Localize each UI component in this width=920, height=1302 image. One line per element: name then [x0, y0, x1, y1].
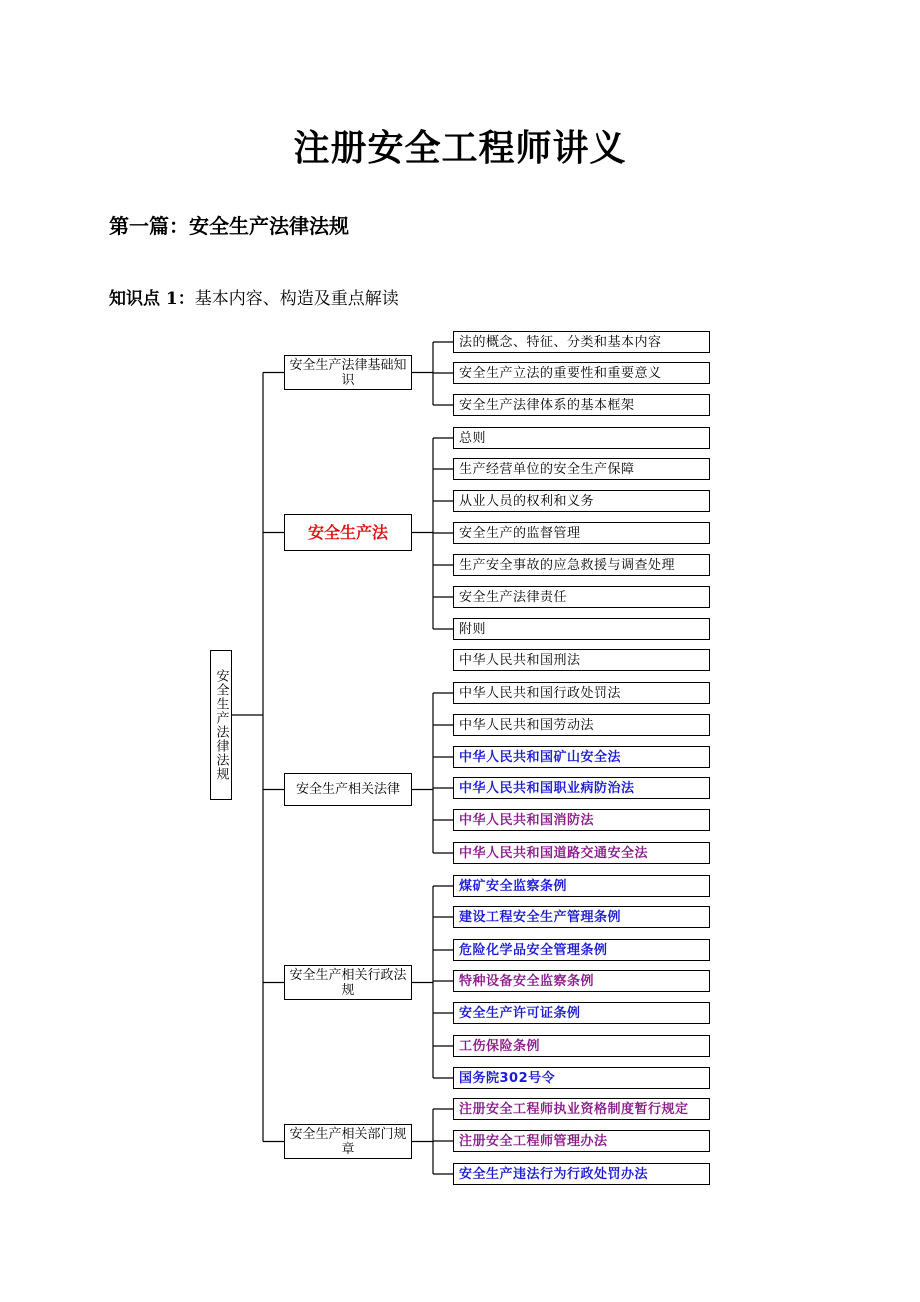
leaf-node: 安全生产法律责任 — [453, 586, 710, 608]
leaf-node: 安全生产许可证条例 — [453, 1002, 710, 1024]
leaf-node: 生产经营单位的安全生产保障 — [453, 458, 710, 480]
leaf-node: 中华人民共和国行政处罚法 — [453, 682, 710, 704]
leaf-node: 中华人民共和国消防法 — [453, 809, 710, 831]
leaf-node: 特种设备安全监察条例 — [453, 970, 710, 992]
category-node: 安全生产相关行政法规 — [284, 965, 412, 1000]
category-node: 安全生产相关法律 — [284, 773, 412, 806]
leaf-node: 安全生产的监督管理 — [453, 522, 710, 544]
leaf-node: 生产安全事故的应急救援与调查处理 — [453, 554, 710, 576]
leaf-node: 中华人民共和国刑法 — [453, 649, 710, 671]
leaf-node: 中华人民共和国矿山安全法 — [453, 746, 710, 768]
leaf-node: 注册安全工程师执业资格制度暂行规定 — [453, 1098, 710, 1120]
leaf-node: 安全生产法律体系的基本框架 — [453, 394, 710, 416]
category-node: 安全生产相关部门规章 — [284, 1124, 412, 1159]
leaf-node: 工伤保险条例 — [453, 1035, 710, 1057]
leaf-node: 法的概念、特征、分类和基本内容 — [453, 331, 710, 353]
root-node: 安全生产法律法规 — [210, 650, 232, 800]
category-node: 安全生产法 — [284, 514, 412, 551]
leaf-node: 国务院302号令 — [453, 1067, 710, 1089]
leaf-node: 危险化学品安全管理条例 — [453, 939, 710, 961]
knowledge-label: 知识点 1： — [109, 289, 195, 309]
leaf-node: 煤矿安全监察条例 — [453, 875, 710, 897]
leaf-node: 安全生产违法行为行政处罚办法 — [453, 1163, 710, 1185]
leaf-node: 总则 — [453, 427, 710, 449]
leaf-node: 中华人民共和国道路交通安全法 — [453, 842, 710, 864]
knowledge-text: 基本内容、构造及重点解读 — [194, 289, 399, 309]
leaf-node: 中华人民共和国劳动法 — [453, 714, 710, 736]
leaf-node: 注册安全工程师管理办法 — [453, 1130, 710, 1152]
category-node: 安全生产法律基础知识 — [284, 355, 412, 390]
leaf-node: 建设工程安全生产管理条例 — [453, 906, 710, 928]
leaf-node: 附则 — [453, 618, 710, 640]
leaf-node: 从业人员的权利和义务 — [453, 490, 710, 512]
leaf-node: 中华人民共和国职业病防治法 — [453, 777, 710, 799]
section-heading: 第一篇：安全生产法律法规 — [109, 214, 349, 238]
document-title: 注册安全工程师讲义 — [293, 127, 627, 169]
leaf-node: 安全生产立法的重要性和重要意义 — [453, 362, 710, 384]
